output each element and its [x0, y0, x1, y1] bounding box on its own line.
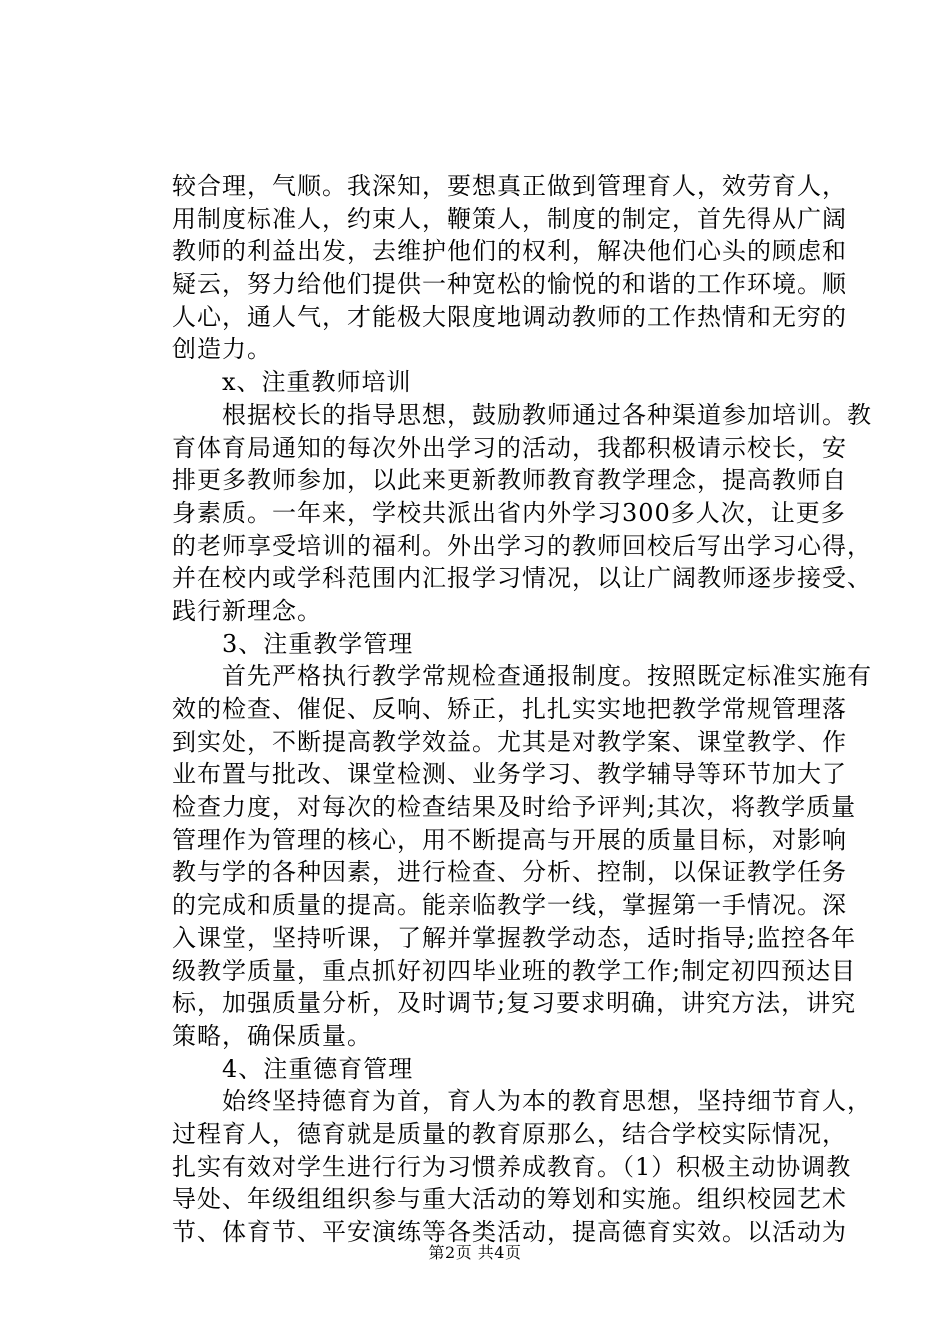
section-heading: 3、注重教学管理 — [172, 629, 414, 658]
text-line: 创造力。 — [172, 335, 272, 364]
text-line: 教与学的各种因素，进行检查、分析、控制，以保证教学任务 — [172, 858, 847, 887]
text-line: 的老师享受培训的福利。外出学习的教师回校后写出学习心得， — [172, 531, 872, 560]
text-line: 身素质。一年来，学校共派出省内外学习300多人次，让更多 — [172, 498, 846, 527]
text-line: 导处、年级组组织参与重大活动的筹划和实施。组织校园艺术 — [172, 1185, 847, 1214]
document-body — [172, 170, 872, 1249]
text-line: 根据校长的指导思想，鼓励教师通过各种渠道参加培训。教 — [172, 400, 872, 429]
text-line: 始终坚持德育为首，育人为本的教育思想，坚持细节育人， — [172, 1087, 872, 1116]
text-line: 育体育局通知的每次外出学习的活动，我都积极请示校长，安 — [172, 433, 847, 462]
section-heading: 4、注重德育管理 — [172, 1054, 414, 1083]
text-line: 践行新理念。 — [172, 596, 322, 625]
text-line: 到实处，不断提高教学效益。尤其是对教学案、课堂教学、作 — [172, 727, 847, 756]
text-line: 效的检查、催促、反响、矫正，扎扎实实地把教学常规管理落 — [172, 695, 847, 723]
text-line: 过程育人，德育就是质量的教育原那么，结合学校实际情况， — [172, 1119, 847, 1148]
text-line: 检查力度，对每次的检查结果及时给予评判;其次，将教学质量 — [172, 793, 857, 822]
text-line: 排更多教师参加，以此来更新教师教育教学理念，提高教师自 — [172, 466, 847, 495]
text-line: 的完成和质量的提高。能亲临教学一线，掌握第一手情况。深 — [172, 891, 847, 920]
text-line: 级教学质量，重点抓好初四毕业班的教学工作;制定初四预达目 — [172, 956, 857, 985]
text-line: 教师的利益出发，去维护他们的权利，解决他们心头的顾虑和 — [172, 237, 847, 266]
text-line: 策略，确保质量。 — [172, 1021, 372, 1050]
text-line: 人心，通人气，才能极大限度地调动教师的工作热情和无穷的 — [172, 302, 847, 331]
text-line: 并在校内或学科范围内汇报学习情况，以让广阔教师逐步接受、 — [172, 564, 872, 593]
text-line: 入课堂，坚持听课，了解并掌握教学动态，适时指导;监控各年 — [172, 923, 857, 952]
text-line: 管理作为管理的核心，用不断提高与开展的质量目标，对影响 — [172, 825, 847, 854]
text-line: 疑云，努力给他们提供一种宽松的愉悦的和谐的工作环境。顺 — [172, 270, 847, 299]
text-line: 首先严格执行教学常规检查通报制度。按照既定标准实施有 — [172, 662, 872, 691]
text-line: 节、体育节、平安演练等各类活动，提高德育实效。以活动为 — [172, 1218, 847, 1246]
page-number-footer: 第2页 共4页 — [428, 1243, 522, 1262]
text-line: 用制度标准人，约束人，鞭策人，制度的制定，首先得从广阔 — [172, 204, 847, 233]
text-line: 扎实有效对学生进行行为习惯养成教育。（1）积极主动协调教 — [172, 1152, 852, 1181]
section-heading: x、注重教师培训 — [172, 368, 412, 397]
text-line: 业布置与批改、课堂检测、业务学习、教学辅导等环节加大了 — [172, 760, 847, 789]
text-line: 较合理，气顺。我深知，要想真正做到管理育人，效劳育人， — [172, 172, 847, 200]
text-line: 标，加强质量分析，及时调节;复习要求明确，讲究方法，讲究 — [172, 989, 857, 1018]
